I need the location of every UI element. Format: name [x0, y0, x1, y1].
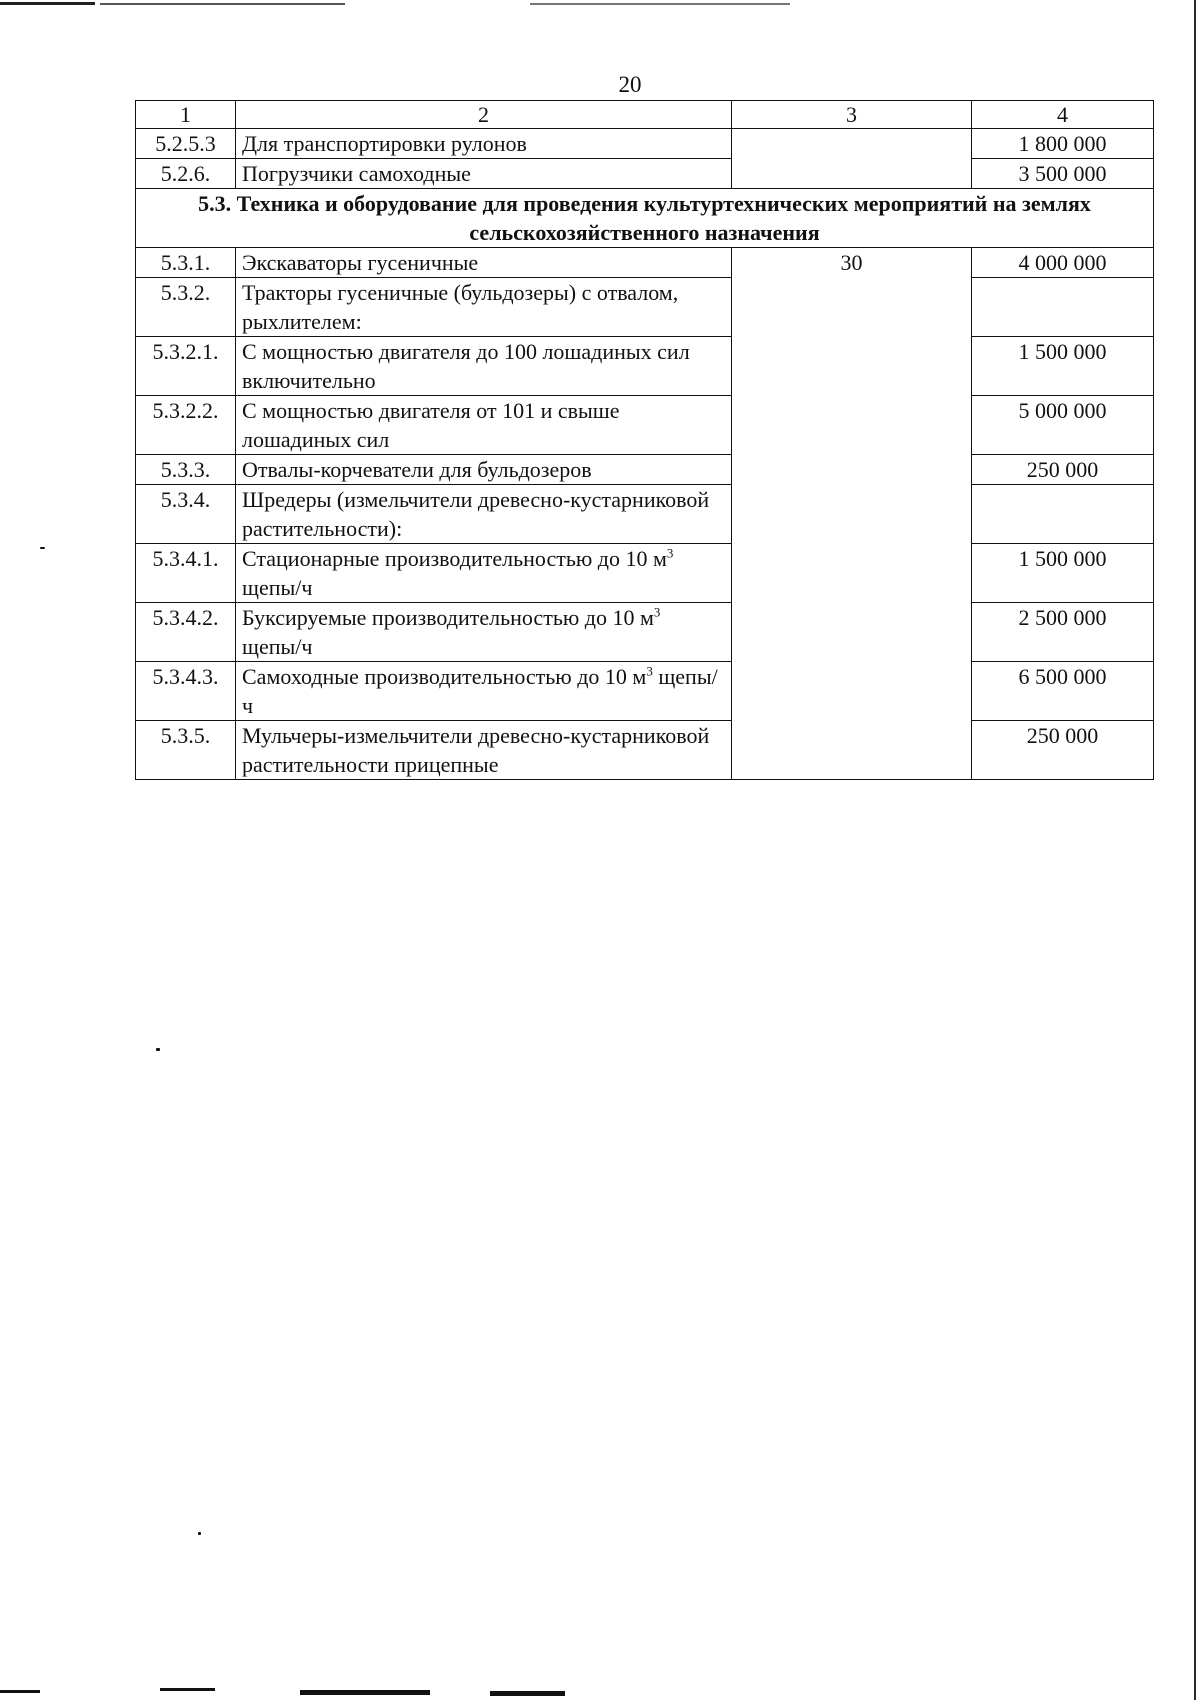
item-price: 2 500 000	[972, 603, 1154, 662]
item-name: С мощностью двигателя от 101 и свыше лошадиных сил	[236, 396, 732, 455]
column-header: 4	[972, 101, 1154, 129]
item-price: 250 000	[972, 721, 1154, 780]
item-price: 5 000 000	[972, 396, 1154, 455]
item-price	[972, 485, 1154, 544]
rate-cell-empty	[732, 129, 972, 189]
table-row	[136, 248, 1154, 278]
column-header: 1	[136, 101, 236, 129]
item-name: Шредеры (измельчители древесно-кустарниковой растительности):	[236, 485, 732, 544]
item-price: 4 000 000	[972, 248, 1154, 278]
item-number: 5.3.2.	[136, 278, 236, 337]
item-name: Для транспортировки рулонов	[236, 129, 732, 159]
item-number: 5.3.4.	[136, 485, 236, 544]
item-number: 5.3.4.2.	[136, 603, 236, 662]
section-title: 5.3. Техника и оборудование для проведения культуртехнических мероприятий на землях сельскохозяйственного назначения	[136, 189, 1154, 248]
scan-artifact	[156, 1048, 160, 1051]
item-name-text: Самоходные производительностью до 10 м	[242, 664, 647, 689]
scan-artifact	[530, 3, 790, 5]
item-number: 5.3.3.	[136, 455, 236, 485]
section-heading-row	[136, 189, 1154, 248]
table-row	[136, 485, 1154, 544]
item-number: 5.3.5.	[136, 721, 236, 780]
item-price: 250 000	[972, 455, 1154, 485]
scan-artifact	[40, 547, 45, 549]
page-number: 20	[618, 72, 642, 97]
scan-artifact	[490, 1691, 565, 1696]
scan-artifact	[100, 3, 345, 5]
section-rate: 30	[732, 248, 972, 780]
column-header: 2	[236, 101, 732, 129]
table-header-row	[136, 101, 1154, 129]
table-row	[136, 662, 1154, 721]
item-name: Тракторы гусеничные (бульдозеры) с отвалом, рыхлителем:	[236, 278, 732, 337]
equipment-price-table	[135, 100, 1154, 780]
item-name	[236, 662, 732, 721]
item-number: 5.3.2.1.	[136, 337, 236, 396]
item-price: 3 500 000	[972, 159, 1154, 189]
item-number: 5.3.4.3.	[136, 662, 236, 721]
item-price: 1 500 000	[972, 337, 1154, 396]
item-name: Отвалы-корчеватели для бульдозеров	[236, 455, 732, 485]
item-number: 5.2.6.	[136, 159, 236, 189]
table-row	[136, 721, 1154, 780]
item-name: Мульчеры-измельчители древесно-кустарниковой растительности прицепные	[236, 721, 732, 780]
item-number: 5.3.1.	[136, 248, 236, 278]
item-price	[972, 278, 1154, 337]
item-name-text: щепы/ч	[242, 664, 718, 718]
item-name-text: щепы/ч	[242, 634, 313, 659]
superscript: 3	[653, 604, 661, 620]
item-name-text: щепы/ч	[242, 575, 313, 600]
scan-artifact	[160, 1688, 215, 1691]
superscript: 3	[646, 663, 653, 679]
table-row	[136, 603, 1154, 662]
item-name-text: Стационарные производительностью до 10 м	[242, 546, 667, 571]
scan-artifact	[0, 1690, 40, 1693]
column-header: 3	[732, 101, 972, 129]
table-row	[136, 159, 1154, 189]
item-name: Экскаваторы гусеничные	[236, 248, 732, 278]
table-row	[136, 337, 1154, 396]
item-price: 6 500 000	[972, 662, 1154, 721]
table-row	[136, 455, 1154, 485]
superscript: 3	[666, 545, 674, 561]
scan-artifact	[0, 2, 95, 5]
scan-artifact	[1194, 0, 1196, 1700]
item-price: 1 500 000	[972, 544, 1154, 603]
item-name	[236, 603, 732, 662]
item-name	[236, 544, 732, 603]
item-name: С мощностью двигателя до 100 лошадиных сил включительно	[236, 337, 732, 396]
table-row	[136, 396, 1154, 455]
table-row	[136, 544, 1154, 603]
item-number: 5.3.2.2.	[136, 396, 236, 455]
table-row	[136, 278, 1154, 337]
item-number: 5.3.4.1.	[136, 544, 236, 603]
item-number: 5.2.5.3	[136, 129, 236, 159]
scan-artifact	[300, 1690, 430, 1695]
item-price: 1 800 000	[972, 129, 1154, 159]
item-name-text: Буксируемые производительностью до 10 м	[242, 605, 654, 630]
scan-artifact	[198, 1532, 201, 1535]
table-row	[136, 129, 1154, 159]
item-name: Погрузчики самоходные	[236, 159, 732, 189]
